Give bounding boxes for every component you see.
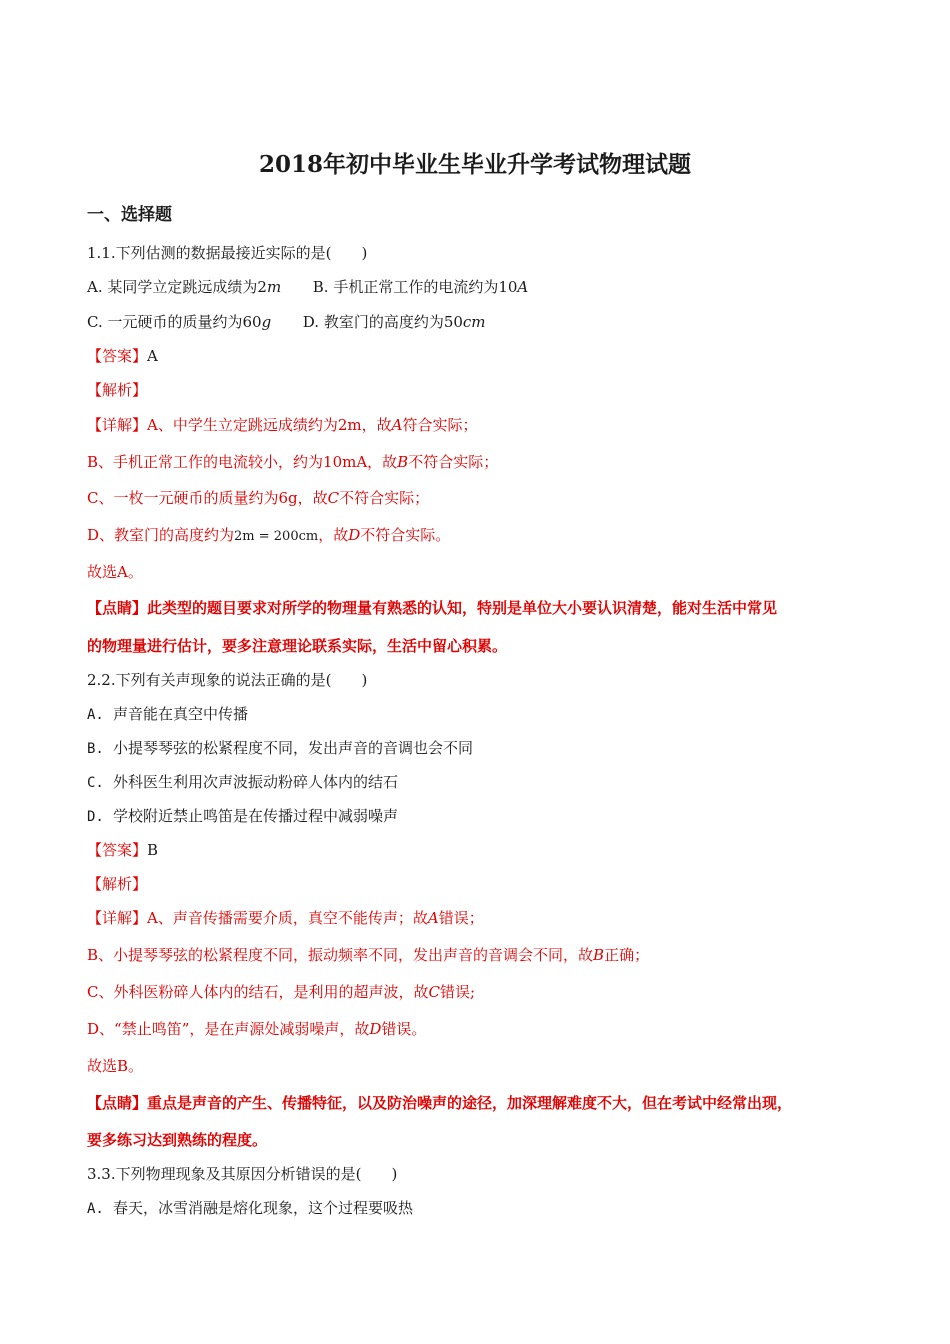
q2-option-b — [87, 738, 890, 759]
q3-opt-a-text: 春天，冰雪消融是熔化现象，这个过程要吸热 — [113, 1199, 414, 1217]
q2-detail-4-ref: D — [369, 1020, 382, 1038]
q1-detail-4-tail: 不符合实际。 — [360, 526, 451, 544]
q1-detail-1-ref: A — [391, 416, 403, 434]
q2-point-1 — [87, 1093, 890, 1113]
q2-choose: 故选B。 — [87, 1057, 144, 1075]
q2-point-2: 要多练习达到熟练的程度。 — [87, 1131, 268, 1149]
q1-detail-2 — [87, 452, 890, 472]
q2-detail-1-lead: A、声音传播需要介质，真空不能传声；故 — [147, 909, 428, 927]
q1-detail-4 — [87, 525, 890, 547]
q2-stem: 2.2.下列有关声现象的说法正确的是( ) — [87, 671, 368, 689]
q2-opt-b-label: B. — [87, 741, 104, 757]
q2-opt-d-text: 学校附近禁止鸣笛是在传播过程中减弱噪声 — [113, 807, 399, 825]
q2-detail-4 — [87, 1019, 890, 1039]
q1-answer-value: A — [147, 347, 158, 365]
q1-detail-1-lead: A、中学生立定跳远成绩约为2m，故 — [147, 416, 392, 434]
q1-opt-d-text: 教室门的高度约为50 — [323, 313, 463, 331]
q1-opt-b-label: B. — [312, 278, 329, 296]
q2-point-text-1: 重点是声音的产生、传播特征，以及防治噪声的途径，加深理解难度不大，但在考试中经常出现， — [147, 1094, 793, 1112]
q2-opt-a-text: 声音能在真空中传播 — [113, 705, 249, 723]
q1-detail-4-formula: 2m = 200cm — [234, 529, 319, 544]
q2-analysis-tag: 【解析】 — [87, 875, 148, 893]
q1-answer-tag: 【答案】 — [87, 347, 148, 365]
q1-detail-3-lead: C、一枚一元硬币的质量约为6g，故 — [87, 489, 328, 507]
page-title: 2018年初中毕业生毕业升学考试物理试题 — [258, 151, 691, 178]
q1-answer — [87, 346, 890, 366]
q1-detail-3 — [87, 488, 890, 508]
q2-detail-4-lead: D、“禁止鸣笛”，是在声源处减弱噪声，故 — [87, 1020, 370, 1038]
q1-opt-a-text: 某同学立定跳远成绩为2 — [107, 278, 267, 296]
q2-answer — [87, 840, 890, 860]
q2-answer-value: B — [147, 841, 159, 859]
q1-detail-4-lead: D、教室门的高度约为 — [87, 526, 235, 544]
q1-detail-1-tail: 符合实际； — [402, 416, 478, 434]
q2-detail-1-tail: 错误； — [438, 909, 484, 927]
q2-detail-1-ref: A — [427, 909, 439, 927]
q2-opt-a-label: A. — [87, 707, 104, 723]
q2-option-c — [87, 772, 890, 793]
q2-opt-c-label: C. — [87, 775, 104, 791]
q1-stem: 1.1.下列估测的数据最接近实际的是( ) — [87, 244, 368, 262]
q1-opt-c-label: C. — [87, 313, 103, 331]
q1-opt-d-unit: cm — [462, 313, 486, 331]
q2-opt-d-label: D. — [87, 809, 104, 825]
q2-detail-2 — [87, 945, 890, 965]
q1-detail-2-tail: 不符合实际； — [408, 453, 499, 471]
q1-point-2: 的物理量进行估计，要多注意理论联系实际，生活中留心积累。 — [87, 637, 508, 655]
q1-detail-3-tail: 不符合实际； — [339, 489, 430, 507]
q1-opt-d-label: D. — [302, 313, 320, 331]
q2-detail-3 — [87, 982, 890, 1002]
q1-opt-c-unit: g — [261, 313, 272, 331]
q1-detail-1 — [87, 415, 890, 435]
q2-detail-3-tail: 错误; — [439, 983, 476, 1001]
q1-point-text-1: 此类型的题目要求对所学的物理量有熟悉的认知，特别是单位大小要认识清楚，能对生活中常见 — [147, 599, 778, 617]
q2-point-tag: 【点睛】 — [87, 1094, 148, 1112]
q1-point-1 — [87, 598, 890, 618]
q1-detail-4-mid: ，故 — [318, 526, 349, 544]
q1-opt-c-text: 一元硬币的质量约为60 — [107, 313, 262, 331]
q1-opt-b-unit: A — [517, 278, 529, 296]
q1-detail-2-ref: B — [397, 453, 409, 471]
q2-detail-3-ref: C — [428, 983, 440, 1001]
q2-detail-tag: 【详解】 — [87, 909, 148, 927]
q1-options-ab — [87, 277, 890, 297]
q1-point-tag: 【点睛】 — [87, 599, 148, 617]
q2-opt-c-text: 外科医生利用次声波振动粉碎人体内的结石 — [113, 773, 399, 791]
q1-detail-3-ref: C — [327, 489, 340, 507]
q1-opt-a-unit: m — [266, 278, 282, 296]
q2-detail-4-tail: 错误。 — [381, 1020, 427, 1038]
q1-opt-b-text: 手机正常工作的电流约为10 — [333, 278, 518, 296]
q1-choose: 故选A。 — [87, 563, 143, 581]
q3-stem: 3.3.下列物理现象及其原因分析错误的是( ) — [87, 1165, 398, 1183]
q2-opt-b-text: 小提琴琴弦的松紧程度不同，发出声音的音调也会不同 — [113, 739, 474, 757]
q3-option-a — [87, 1198, 890, 1219]
q3-opt-a-label: A. — [87, 1201, 104, 1217]
q1-detail-tag: 【详解】 — [87, 416, 148, 434]
q1-detail-2-lead: B、手机正常工作的电流较小，约为10mA，故 — [87, 453, 398, 471]
q1-opt-a-label: A. — [87, 278, 103, 296]
q2-detail-2-ref: B — [593, 946, 605, 964]
q2-option-a — [87, 704, 890, 725]
q2-answer-tag: 【答案】 — [87, 841, 148, 859]
q1-analysis-tag: 【解析】 — [87, 381, 148, 399]
q1-detail-4-ref: D — [348, 526, 361, 544]
q1-options-cd — [87, 312, 890, 332]
q2-detail-3-lead: C、外科医粉碎人体内的结石，是利用的超声波，故 — [87, 983, 429, 1001]
section-heading: 一、选择题 — [87, 205, 172, 225]
q2-detail-2-lead: B、小提琴琴弦的松紧程度不同，振动频率不同，发出声音的音调会不同，故 — [87, 946, 594, 964]
q2-detail-2-tail: 正确； — [604, 946, 650, 964]
q2-option-d — [87, 806, 890, 827]
q2-detail-1 — [87, 908, 890, 928]
